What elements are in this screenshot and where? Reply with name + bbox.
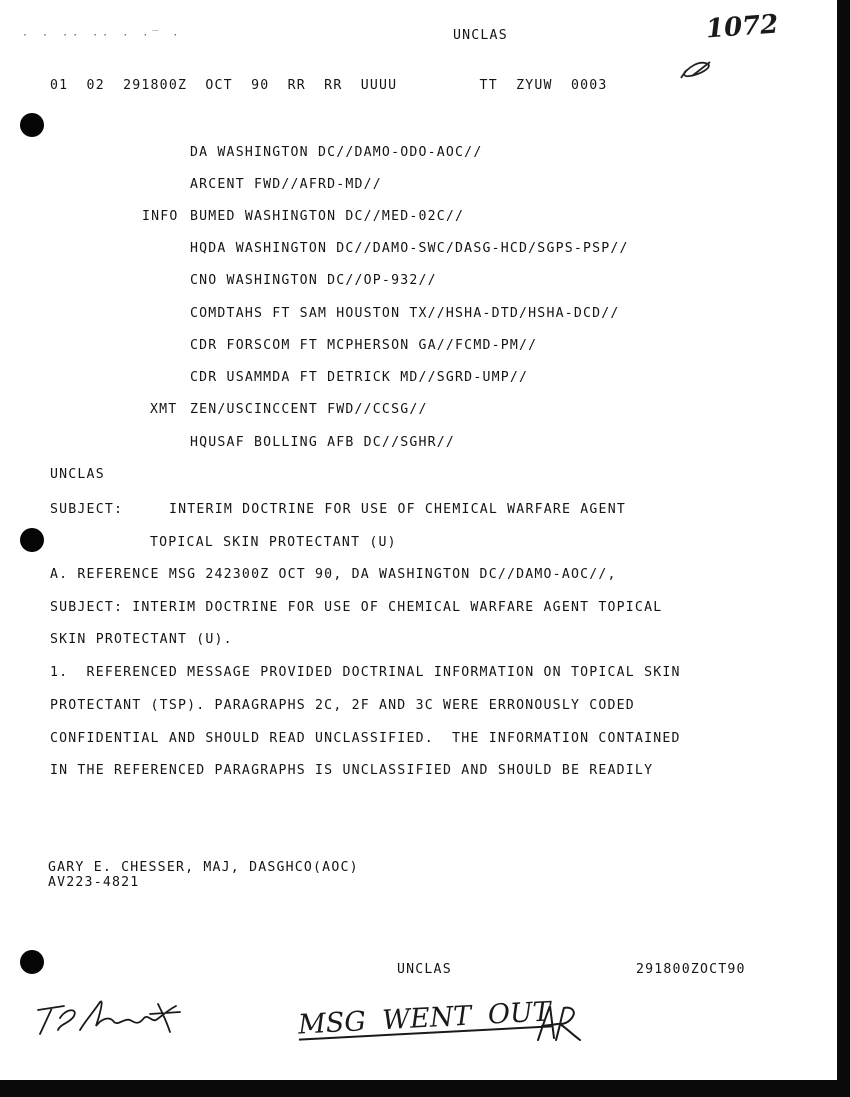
addressee-info-line: HQDA WASHINGTON DC//DAMO-SWC/DASG-HCD/SGPS-PSP// [190, 241, 629, 256]
punch-hole-bottom [20, 950, 44, 974]
scan-edge-bottom [0, 1080, 850, 1097]
addressee-xmt-line: HQUSAF BOLLING AFB DC//SGHR// [190, 435, 456, 450]
subject-line: TOPICAL SKIN PROTECTANT (U) [150, 535, 397, 550]
punch-hole-middle [20, 528, 44, 552]
subject-line: INTERIM DOCTRINE FOR USE OF CHEMICAL WARFARE AGENT [169, 502, 626, 517]
scan-specks: · · ·· ·· · ·‾ · [22, 30, 183, 41]
paragraph-line: 1. REFERENCED MESSAGE PROVIDED DOCTRINAL INFORMATION ON TOPICAL SKIN [50, 665, 681, 680]
paragraph-line: IN THE REFERENCED PARAGRAPHS IS UNCLASSIFIED AND SHOULD BE READILY [50, 763, 654, 778]
classification-bottom: UNCLAS [397, 962, 452, 977]
addressee-info-line: CNO WASHINGTON DC//OP-932// [190, 273, 437, 288]
handwritten-initials [532, 1002, 586, 1046]
message-header-line: 01 02 291800Z OCT 90 RR RR UUUU TT ZYUW 0003 [50, 78, 608, 93]
reference-line: A. REFERENCE MSG 242300Z OCT 90, DA WASHINGTON DC//DAMO-AOC//, [50, 567, 617, 582]
addressee-to-line: ARCENT FWD//AFRD-MD// [190, 177, 382, 192]
addressee-xmt-line: ZEN/USCINCCENT FWD//CCSG// [190, 402, 428, 417]
subject-label: SUBJECT: [50, 502, 124, 517]
punch-hole-top [20, 113, 44, 137]
drafter-name: GARY E. CHESSER, MAJ, DASGHCO(AOC) [48, 860, 359, 875]
addressee-info-line: COMDTAHS FT SAM HOUSTON TX//HSHA-DTD/HSHA-DCD// [190, 306, 620, 321]
handwritten-doc-number: 1072 [705, 9, 780, 45]
reference-line: SUBJECT: INTERIM DOCTRINE FOR USE OF CHEMICAL WARFARE AGENT TOPICAL [50, 600, 663, 615]
info-label: INFO [142, 209, 179, 224]
paragraph-line: CONFIDENTIAL AND SHOULD READ UNCLASSIFIED. THE INFORMATION CONTAINED [50, 731, 681, 746]
paragraph-line: PROTECTANT (TSP). PARAGRAPHS 2C, 2F AND 3C WERE ERRONOUSLY CODED [50, 698, 635, 713]
addressee-to-line: DA WASHINGTON DC//DAMO-ODO-AOC// [190, 145, 483, 160]
classification-top: UNCLAS [453, 28, 508, 43]
handwritten-initial-mark [678, 58, 714, 84]
scan-edge-right [837, 0, 850, 1097]
addressee-info-line: CDR FORSCOM FT MCPHERSON GA//FCMD-PM// [190, 338, 538, 353]
xmt-label: XMT [150, 402, 178, 417]
reference-line: SKIN PROTECTANT (U). [50, 632, 233, 647]
body-classification: UNCLAS [50, 467, 105, 482]
addressee-info-line: BUMED WASHINGTON DC//MED-02C// [190, 209, 465, 224]
addressee-info-line: CDR USAMMDA FT DETRICK MD//SGRD-UMP// [190, 370, 529, 385]
handwritten-sent-note: MSG WENT OUT [297, 996, 552, 1041]
handwritten-signature [30, 996, 190, 1040]
drafter-phone: AV223-4821 [48, 875, 140, 890]
footer-dtg: 291800ZOCT90 [636, 962, 746, 977]
